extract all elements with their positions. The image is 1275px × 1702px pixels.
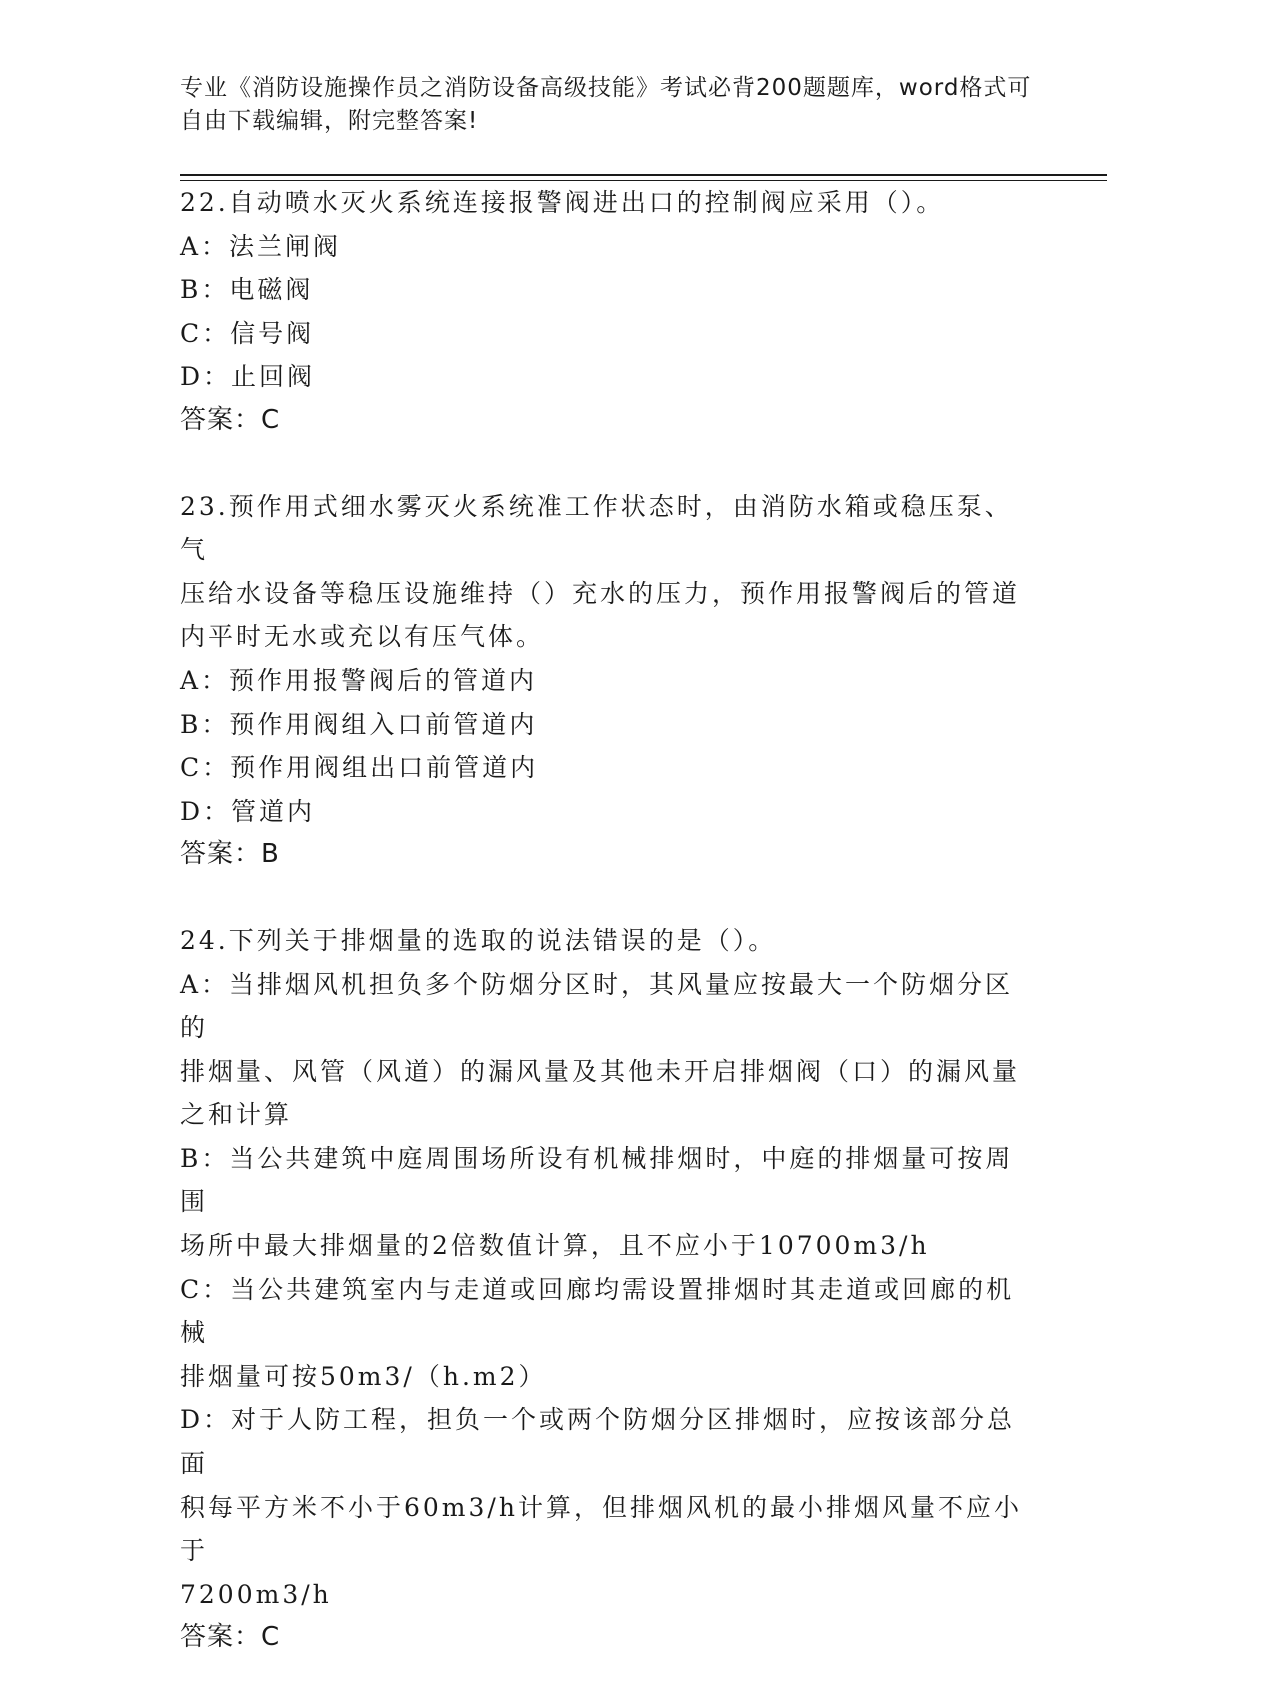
answer-option	[180, 703, 1040, 747]
question-stem-line: 22.自动喷水灭火系统连接报警阀进出口的控制阀应采用（）。	[180, 188, 945, 217]
document-header	[180, 72, 1080, 138]
question-stem-line: 24.下列关于排烟量的选取的说法错误的是（）。	[180, 925, 777, 955]
answer-option-line: C：预作用阀组出口前管道内	[180, 753, 539, 783]
header-line-2: 自由下载编辑，附完整答案!	[180, 108, 479, 134]
question-block	[180, 919, 1040, 1660]
header-divider-thick	[180, 174, 1107, 176]
correct-answer: 答案：C	[180, 1622, 281, 1653]
answer-option-line: A：预作用报警阀后的管道内	[180, 665, 538, 695]
answer-option-line: C：当公共建筑室内与走道或回廊均需设置排烟时其走道或回廊的机械	[180, 1274, 1015, 1348]
question-stem	[180, 919, 1040, 963]
question-list	[180, 181, 1040, 1702]
correct-answer: 答案：B	[180, 839, 280, 870]
answer-option-line: 积每平方米不小于60m3/h计算，但排烟风机的最小排烟风量不应小于	[180, 1492, 1022, 1566]
correct-answer: 答案：C	[180, 404, 281, 435]
answer-option-line: 排烟量可按50m3/（h.m2）	[180, 1361, 547, 1391]
answer-option	[180, 1268, 1040, 1399]
answer-option-line: 7200m3/h	[180, 1579, 332, 1609]
answer-option-line: 之和计算	[180, 1100, 293, 1130]
answer-option-line: B：电磁阀	[180, 275, 314, 305]
question-stem	[180, 181, 1040, 225]
answer-option-line: D：止回阀	[180, 362, 316, 392]
question-block	[180, 485, 1040, 877]
answer-option	[180, 659, 1040, 703]
answer-option	[180, 963, 1040, 1137]
question-block	[180, 181, 1040, 443]
question-stem	[180, 485, 1040, 659]
answer-option	[180, 1137, 1040, 1268]
question-stem-line: 23.预作用式细水雾灭火系统准工作状态时，由消防水箱或稳压泵、气	[180, 491, 1013, 565]
answer-option-line: D：对于人防工程，担负一个或两个防烟分区排烟时，应按该部分总面	[180, 1405, 1016, 1479]
answer-option-line: D：管道内	[180, 796, 316, 826]
answer-option	[180, 268, 1040, 312]
answer-option-line: C：信号阀	[180, 318, 315, 348]
answer-option	[180, 746, 1040, 790]
answer-option-line: B：预作用阀组入口前管道内	[180, 709, 538, 739]
answer-option-line: 排烟量、风管（风道）的漏风量及其他未开启排烟阀（口）的漏风量	[180, 1056, 1021, 1086]
answer-option	[180, 1398, 1040, 1616]
answer-option-line: A：当排烟风机担负多个防烟分区时，其风量应按最大一个防烟分区的	[180, 969, 1014, 1043]
answer-option-line: A：法兰闸阀	[180, 231, 342, 261]
answer-option	[180, 790, 1040, 834]
answer-option	[180, 355, 1040, 399]
question-stem-line: 内平时无水或充以有压气体。	[180, 622, 545, 652]
header-line-1: 专业《消防设施操作员之消防设备高级技能》考试必背200题题库，word格式可	[180, 75, 1032, 101]
question-stem-line: 压给水设备等稳压设施维持（）充水的压力，预作用报警阀后的管道	[180, 578, 1021, 608]
answer-option-line: B：当公共建筑中庭周围场所设有机械排烟时，中庭的排烟量可按周围	[180, 1143, 1014, 1217]
answer-option-line: 场所中最大排烟量的2倍数值计算，且不应小于10700m3/h	[180, 1231, 930, 1261]
answer-option	[180, 312, 1040, 356]
answer-option	[180, 225, 1040, 269]
